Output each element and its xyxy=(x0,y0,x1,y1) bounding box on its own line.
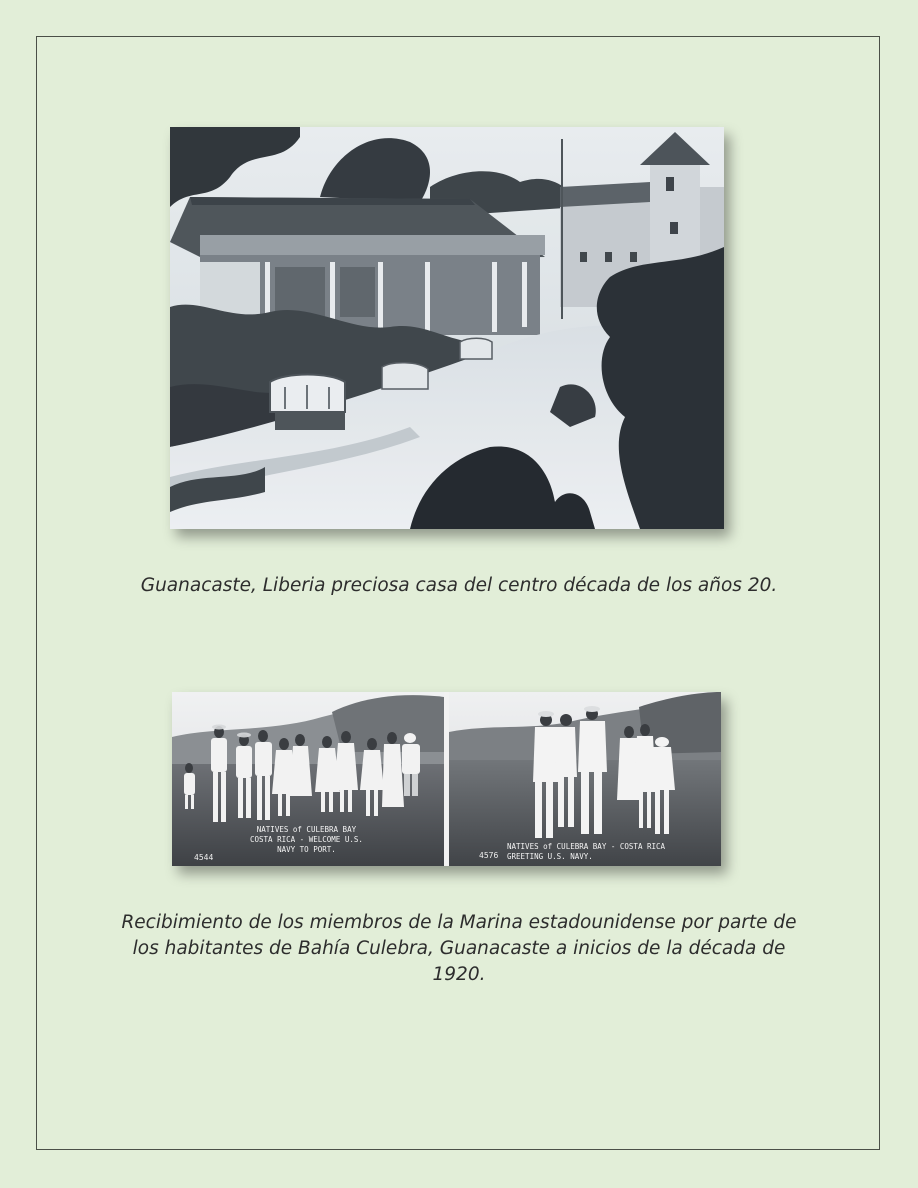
culebra-bay-photo-left xyxy=(172,692,444,866)
right-photo-inscription: NATIVES of CULEBRA BAY - COSTA RICA GREETING U.S. NAVY. xyxy=(507,842,666,861)
liberia-house-photo xyxy=(170,127,724,529)
left-photo-number: 4544 xyxy=(194,853,214,862)
right-photo-number: 4576 xyxy=(479,851,499,860)
left-photo-inscription: NATIVES of CULEBRA BAY COSTA RICA - WELCOME U.S. NAVY TO PORT. xyxy=(250,825,363,854)
figure-caption: Recibimiento de los miembros de la Marina estadounidense por parte de los habitantes de Bahía Culebra, Guanacaste a inicios de la década de 1920. xyxy=(121,912,797,985)
culebra-bay-photo-right xyxy=(449,692,721,866)
figure-caption: Guanacaste, Liberia preciosa casa del centro década de los años 20. xyxy=(140,575,778,596)
culebra-bay-photo xyxy=(172,692,721,866)
